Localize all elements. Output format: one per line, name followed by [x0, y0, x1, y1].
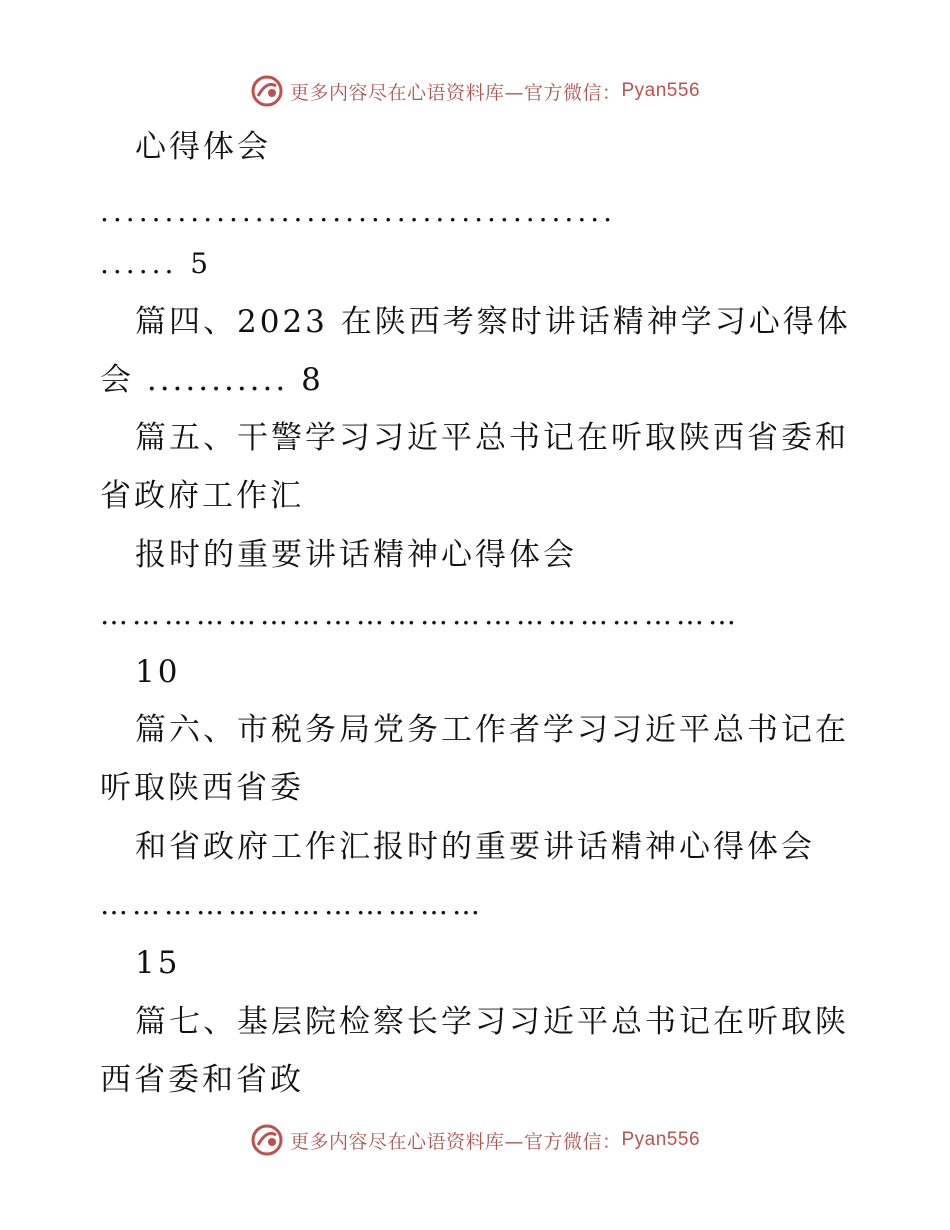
toc-dots: ………………………………	[100, 888, 484, 921]
toc-page-number: 10	[135, 654, 181, 690]
toc-line: 心得体会	[135, 129, 271, 165]
toc-line: 报时的重要讲话精神心得体会	[135, 537, 577, 573]
toc-line: 西省委和省政	[100, 1062, 304, 1098]
toc-line: 篇六、市税务局党务工作者学习习近平总书记在	[135, 712, 849, 748]
toc-page-number: 15	[135, 945, 181, 981]
banner-text: 更多内容尽在心语资料库—官方微信：	[289, 1130, 622, 1153]
header-banner	[0, 71, 950, 111]
toc-dots: ...... 5	[100, 247, 213, 280]
toc-line: 篇五、干警学习习近平总书记在听取陕西省委和	[135, 420, 849, 456]
toc-line: 省政府工作汇	[100, 478, 304, 514]
toc-line: 和省政府工作汇报时的重要讲话精神心得体会	[135, 829, 815, 865]
toc-line: 听取陕西省委	[100, 770, 304, 806]
toc-line: 篇七、基层院检察长学习习近平总书记在听取陕	[135, 1004, 849, 1040]
banner-text: 更多内容尽在心语资料库—官方微信：	[289, 81, 622, 104]
toc-line: 篇四、2023 在陕西考察时讲话精神学习心得体	[135, 304, 851, 340]
toc-dots: ……………………………………………………	[100, 598, 740, 631]
toc-dots: ........................................	[100, 195, 617, 228]
footer-banner	[0, 1120, 950, 1160]
wechat-id: Pyan556	[621, 80, 701, 101]
logo-icon	[250, 1123, 284, 1157]
toc-line: 会 ........... 8	[100, 362, 324, 398]
logo-icon	[250, 74, 284, 108]
wechat-id: Pyan556	[621, 1129, 701, 1150]
